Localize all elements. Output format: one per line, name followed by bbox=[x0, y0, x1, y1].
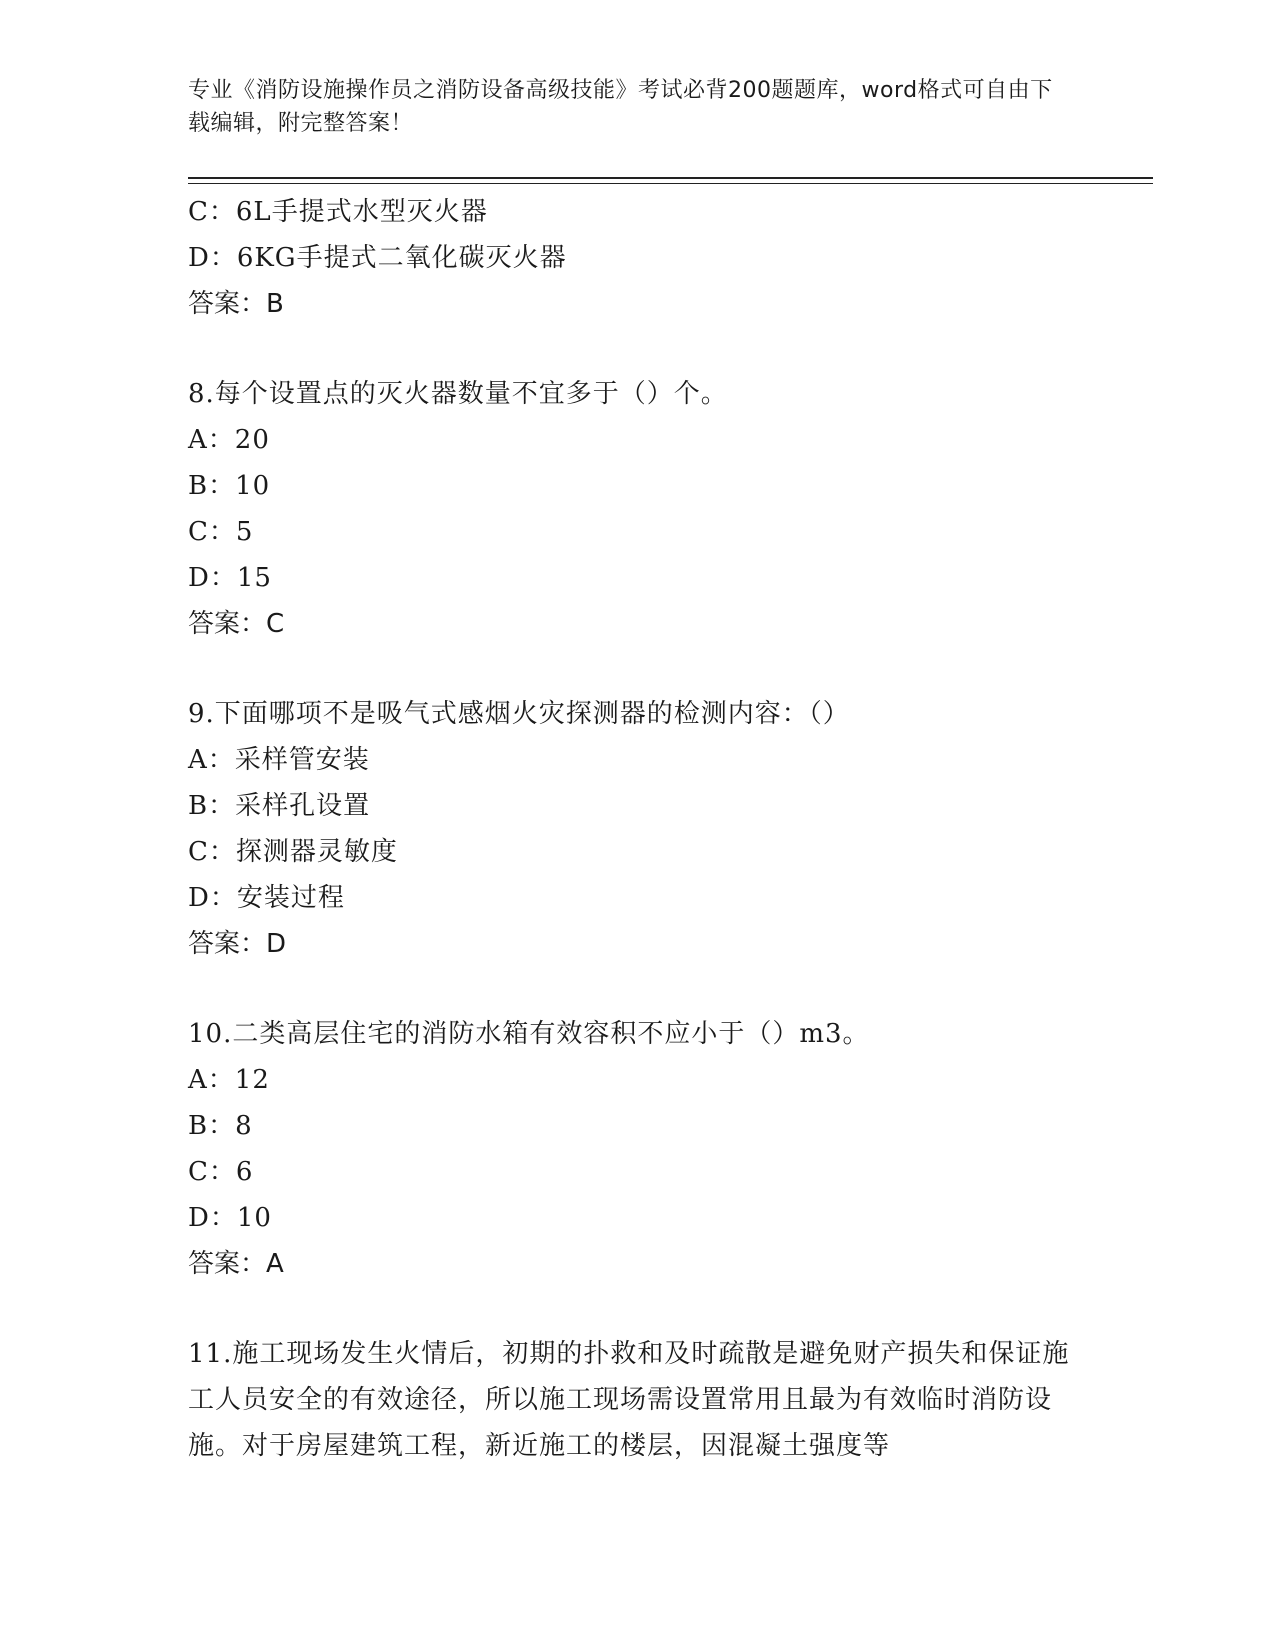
option-d: D：6KG手提式二氧化碳灭火器 bbox=[188, 243, 567, 273]
header-divider-thick bbox=[188, 177, 1153, 179]
spacer bbox=[188, 327, 1088, 371]
answer-label: 答案：C bbox=[188, 609, 285, 639]
question-7-tail bbox=[188, 189, 1088, 327]
header-divider-thin bbox=[188, 183, 1153, 184]
option-d: D：安装过程 bbox=[188, 883, 345, 913]
spacer bbox=[188, 967, 1088, 1011]
option-a: A：采样管安装 bbox=[188, 745, 370, 775]
spacer bbox=[188, 1287, 1088, 1331]
answer-label: 答案：A bbox=[188, 1249, 284, 1279]
option-a: A：12 bbox=[188, 1065, 270, 1095]
option-c: C：5 bbox=[188, 517, 254, 547]
option-b: B：采样孔设置 bbox=[188, 791, 371, 821]
answer-label: 答案：B bbox=[188, 289, 284, 319]
question-text: 9.下面哪项不是吸气式感烟火灾探测器的检测内容：（） bbox=[188, 699, 850, 729]
option-d: D：10 bbox=[188, 1203, 272, 1233]
question-text: 10.二类高层住宅的消防水箱有效容积不应小于（）m3。 bbox=[188, 1019, 870, 1049]
question-8 bbox=[188, 371, 1088, 647]
spacer bbox=[188, 647, 1088, 691]
question-10 bbox=[188, 1011, 1088, 1287]
answer-label: 答案：D bbox=[188, 929, 287, 959]
document-header: 专业《消防设施操作员之消防设备高级技能》考试必背200题题库，word格式可自由下载编辑，附完整答案！ bbox=[188, 78, 1053, 136]
question-9 bbox=[188, 691, 1088, 967]
option-c: C：探测器灵敏度 bbox=[188, 837, 398, 867]
option-a: A：20 bbox=[188, 425, 270, 455]
question-text: 8.每个设置点的灭火器数量不宜多于（）个。 bbox=[188, 379, 728, 409]
option-b: B：10 bbox=[188, 471, 271, 501]
option-c: C：6 bbox=[188, 1157, 254, 1187]
option-b: B：8 bbox=[188, 1111, 253, 1141]
question-11 bbox=[188, 1331, 1088, 1469]
option-c: C：6L手提式水型灭火器 bbox=[188, 197, 488, 227]
option-d: D：15 bbox=[188, 563, 272, 593]
question-text: 11.施工现场发生火情后，初期的扑救和及时疏散是避免财产损失和保证施工人员安全的有效途径，所以施工现场需设置常用且最为有效临时消防设施。对于房屋建筑工程，新近施工的楼层，因混凝土强度等 bbox=[188, 1339, 1070, 1461]
question-list bbox=[188, 189, 1088, 1469]
